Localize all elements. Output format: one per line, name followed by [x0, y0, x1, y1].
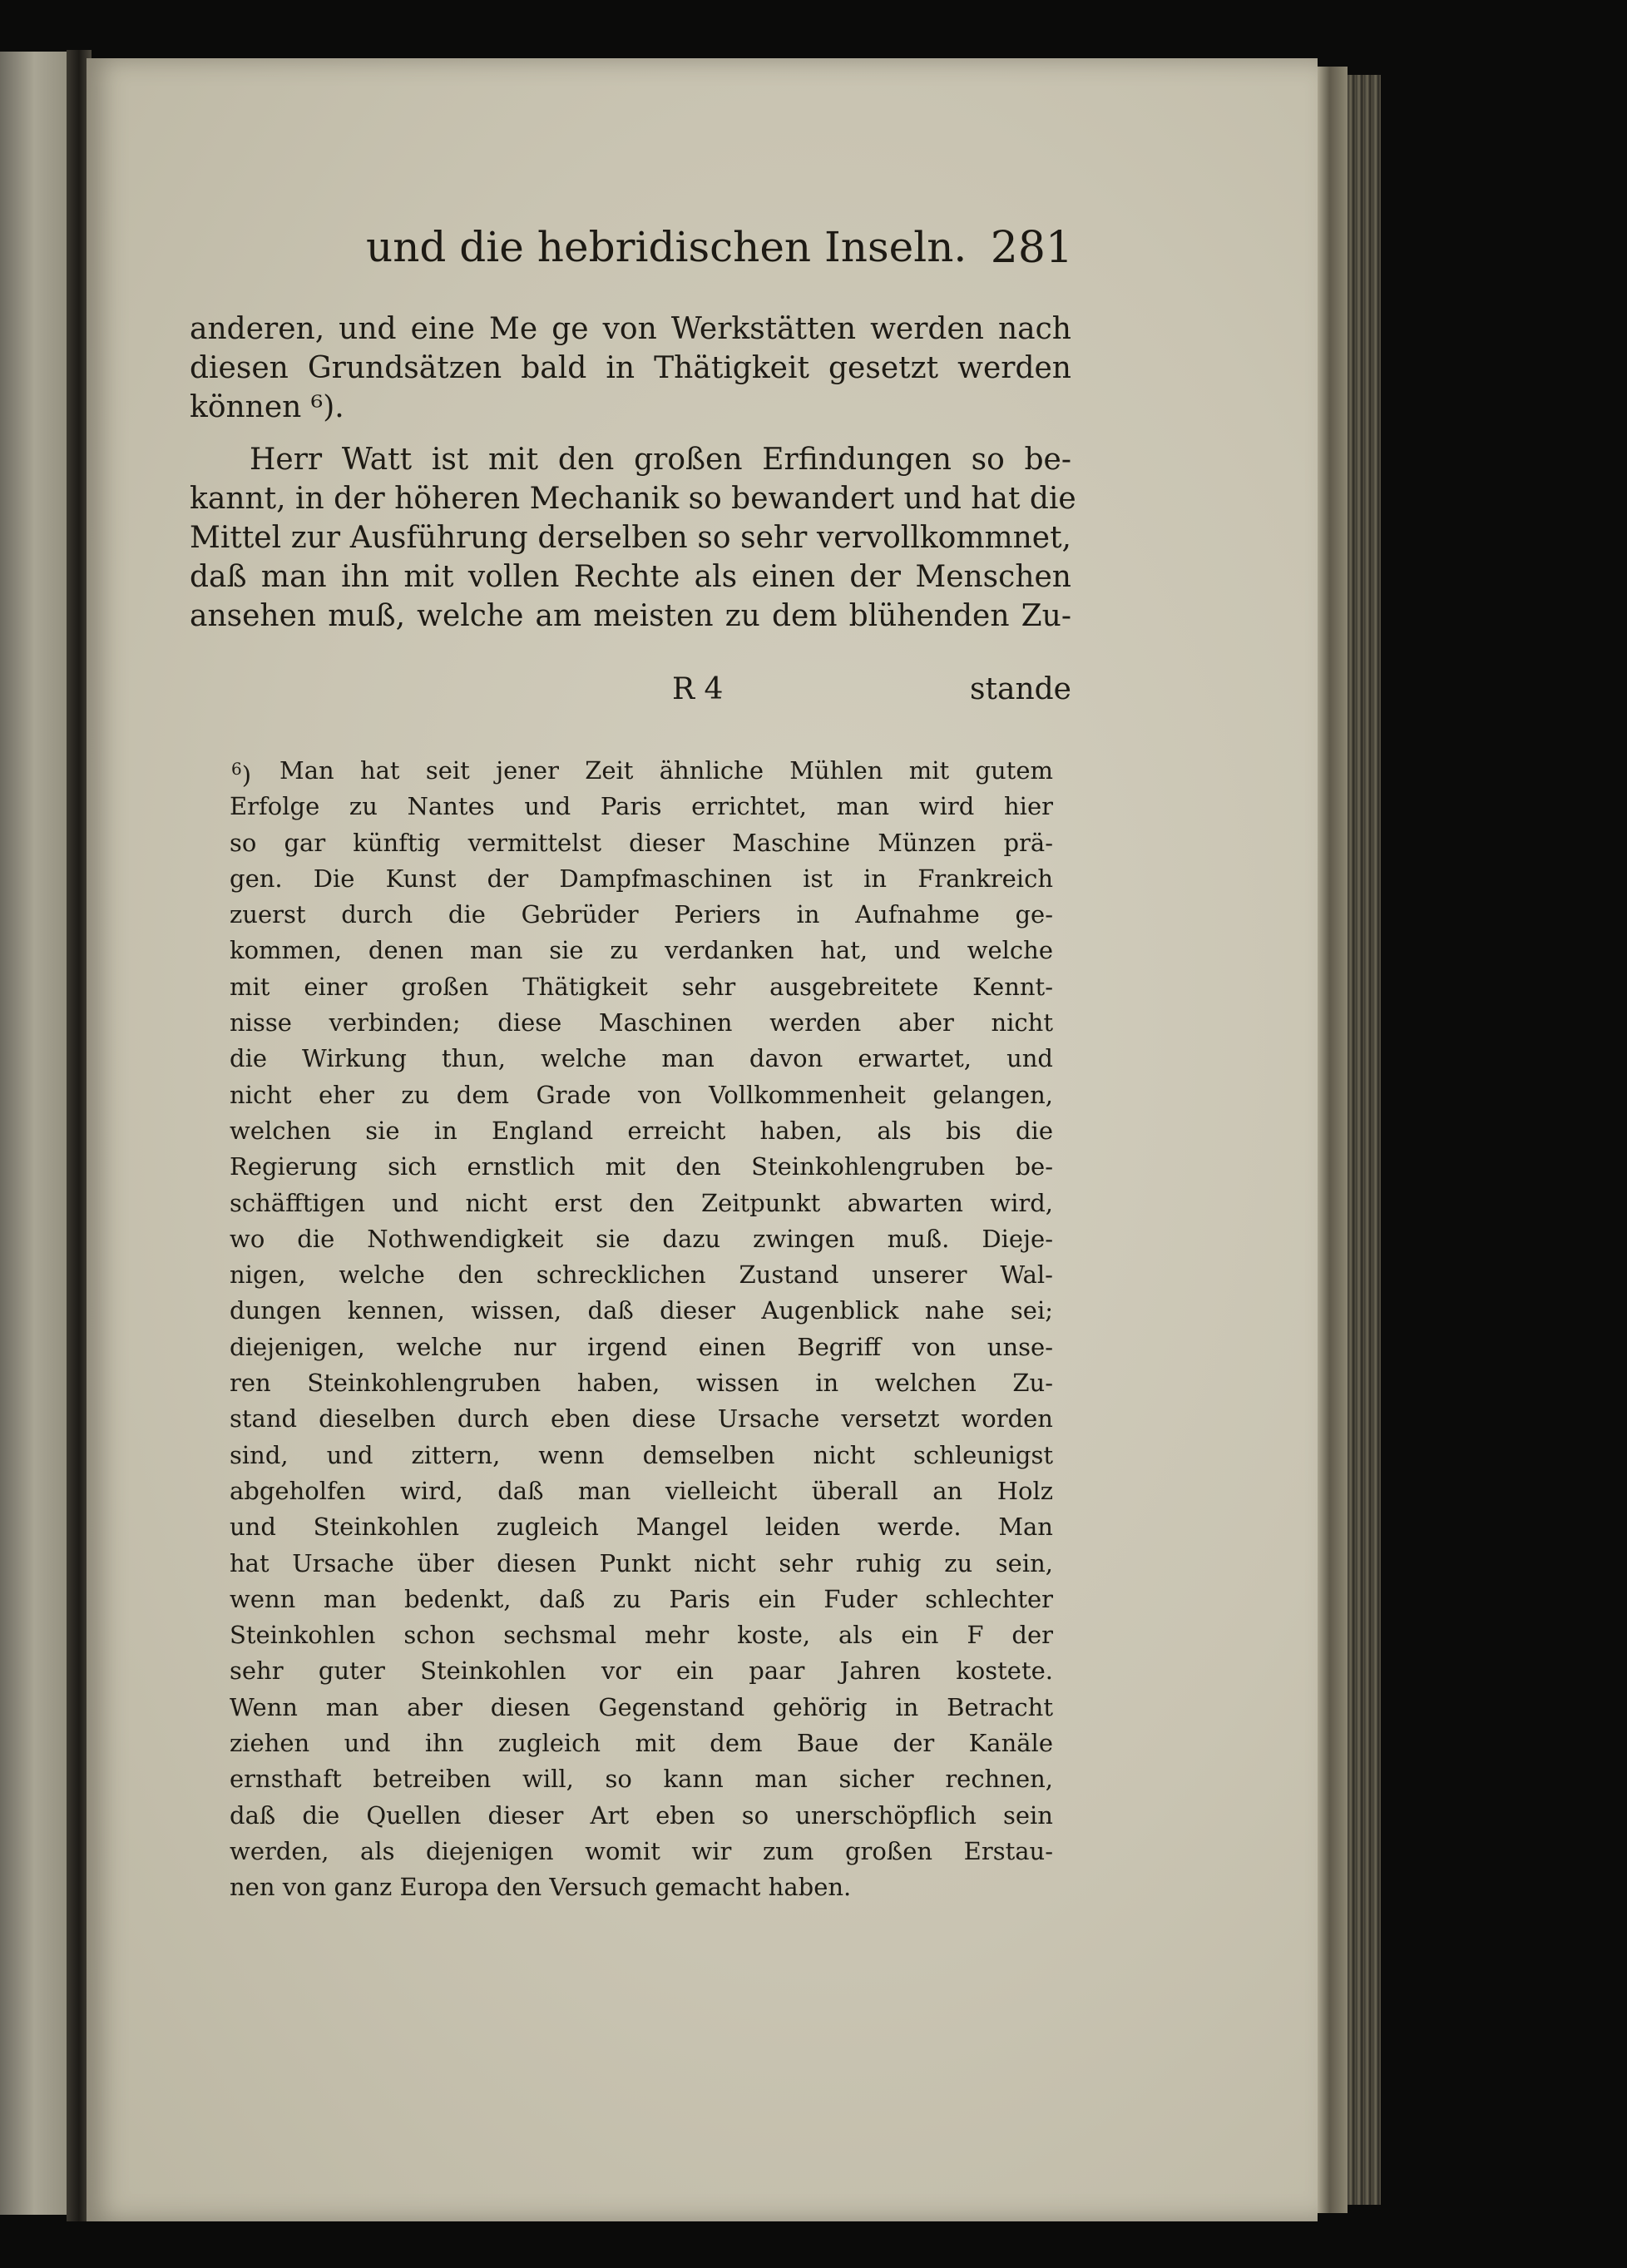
footnote-line: hat Ursache über diesen Punkt nicht sehr ruhig zu sein, — [230, 1548, 1053, 1577]
footnote-line: daß die Quellen dieser Art eben so unerschöpflich sein — [230, 1800, 1053, 1830]
footnote-line: nigen, welche den schrecklichen Zustand unserer Wal- — [230, 1260, 1053, 1290]
footnote-line: ernsthaft betreiben will, so kann man sicher rechnen, — [230, 1765, 1053, 1794]
footnote-line: dungen kennen, wissen, daß dieser Augenblick nahe sei; — [230, 1296, 1053, 1325]
footnote-line: wo die Nothwendigkeit sie dazu zwingen muß. Dieje- — [230, 1224, 1053, 1253]
footnote-line: sind, und zittern, wenn demselben nicht schleunigst — [230, 1440, 1053, 1469]
footnote-line: die Wirkung thun, welche man davon erwartet, und — [230, 1044, 1053, 1073]
footnote-line: so gar künftig vermittelst dieser Maschine Münzen prä- — [230, 828, 1053, 857]
footnote-line: abgeholfen wird, daß man vielleicht überall an Holz — [230, 1476, 1053, 1505]
footnote-line: stand dieselben durch eben diese Ursache versetzt worden — [230, 1404, 1053, 1434]
text-line: Mittel zur Ausführung derselben so sehr vervollkommnet, — [190, 521, 1071, 555]
catchword: stande — [970, 672, 1071, 706]
page-number: 281 — [990, 223, 1073, 273]
page-stack-edge — [1348, 75, 1381, 2205]
footnote-line: Man hat seit jener Zeit ähnliche Mühlen mit gutem — [279, 756, 1053, 785]
footnote-line: mit einer großen Thätigkeit sehr ausgebreitete Kennt- — [230, 972, 1053, 1001]
signature-line — [190, 672, 1071, 714]
text-line: diesen Grundsätzen bald in Thätigkeit gesetzt werden — [190, 351, 1071, 385]
footnote — [230, 753, 1053, 1906]
footnote-line: Erfolge zu Nantes und Paris errichtet, man wird hier — [230, 792, 1053, 821]
text-line: Herr Watt ist mit den großen Erfindungen so be- — [250, 443, 1071, 477]
footnote-marker: $^6$) — [231, 759, 252, 790]
footnote-line: ren Steinkohlengruben haben, wissen in welchen Zu- — [230, 1369, 1053, 1398]
footnote-line: und Steinkohlen zugleich Mangel leiden werde. Man — [230, 1513, 1053, 1542]
footnote-line: werden, als diejenigen womit wir zum großen Erstau- — [230, 1836, 1053, 1865]
left-page-edge — [0, 52, 77, 2215]
footnote-line: Wenn man aber diesen Gegenstand gehörig in Betracht — [230, 1692, 1053, 1721]
footnote-line: zuerst durch die Gebrüder Periers in Aufnahme ge- — [230, 900, 1053, 929]
footnote-line: Steinkohlen schon sechsmal mehr koste, als ein F der — [230, 1621, 1053, 1650]
footnote-line: nisse verbinden; diese Maschinen werden aber nicht — [230, 1008, 1053, 1037]
footnote-line: sehr guter Steinkohlen vor ein paar Jahren kostete. — [230, 1656, 1053, 1686]
text-line: daß man ihn mit vollen Rechte als einen der Menschen — [190, 560, 1071, 594]
running-head: und die hebridischen Inseln. — [366, 223, 967, 271]
page-fore-edge — [1318, 67, 1348, 2213]
footnote-line: nen von ganz Europa den Versuch gemacht haben. — [230, 1873, 852, 1902]
footnote-line: nicht eher zu dem Grade von Vollkommenheit gelangen, — [230, 1080, 1053, 1109]
text-line: können ⁶). — [190, 390, 344, 424]
footnote-line: welchen sie in England erreicht haben, als bis die — [230, 1116, 1053, 1145]
footnote-line: schäfftigen und nicht erst den Zeitpunkt abwarten wird, — [230, 1188, 1053, 1217]
footnote-line: Regierung sich ernstlich mit den Steinkohlengruben be- — [230, 1152, 1053, 1181]
footnote-line: kommen, denen man sie zu verdanken hat, und welche — [230, 936, 1053, 965]
footnote-line: gen. Die Kunst der Dampfmaschinen ist in Frankreich — [230, 864, 1053, 893]
footnote-line: ziehen und ihn zugleich mit dem Baue der Kanäle — [230, 1729, 1053, 1758]
text-line: ansehen muß, welche am meisten zu dem blühenden Zu- — [190, 599, 1071, 633]
main-text — [190, 309, 1076, 636]
footnote-line: diejenigen, welche nur irgend einen Begriff von unse- — [230, 1332, 1053, 1361]
text-line: anderen, und eine Me ge von Werkstätten werden nach — [190, 312, 1071, 346]
text-line: kannt, in der höheren Mechanik so bewandert und hat die — [190, 482, 1076, 516]
footnote-line: wenn man bedenkt, daß zu Paris ein Fuder schlechter — [230, 1584, 1053, 1613]
signature-mark: R 4 — [672, 672, 724, 706]
